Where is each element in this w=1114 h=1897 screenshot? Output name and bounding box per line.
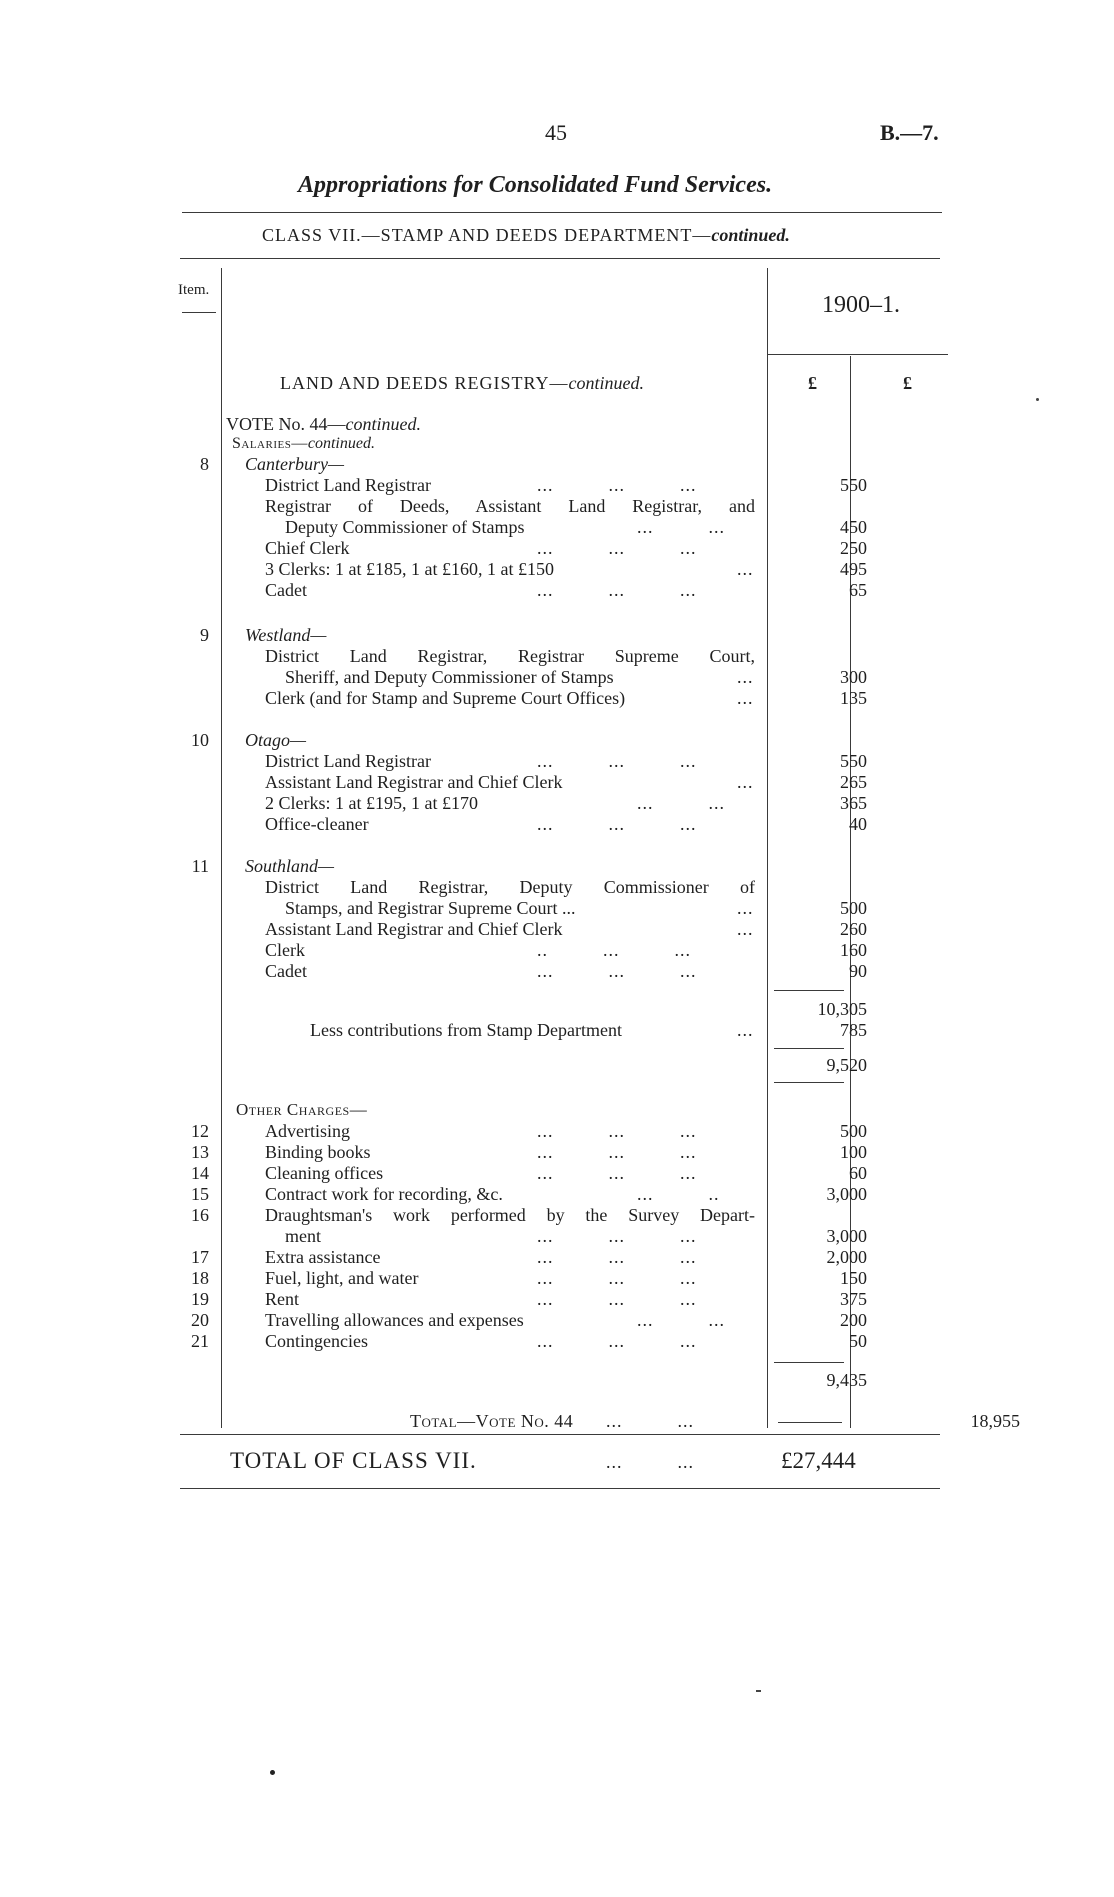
row-amount: 495 bbox=[840, 559, 867, 579]
item-number: 17 bbox=[191, 1247, 209, 1267]
row-leader-dots: ... bbox=[737, 667, 754, 687]
class-heading bbox=[262, 225, 790, 246]
row-description: District Land Registrar bbox=[265, 475, 431, 495]
row-leader-dots: ... ... ... bbox=[537, 1121, 697, 1141]
row-amount: 150 bbox=[840, 1268, 867, 1288]
item-number: 11 bbox=[191, 856, 209, 876]
row-leader-dots: ... ... ... bbox=[537, 1142, 697, 1162]
row-description: Binding books bbox=[265, 1142, 371, 1162]
table-row bbox=[224, 793, 1114, 814]
item-column-rule bbox=[221, 268, 222, 1428]
salaries-subtotal-row bbox=[224, 999, 1114, 1020]
row-description: Extra assistance bbox=[265, 1247, 381, 1267]
row-description: Sheriff, and Deputy Commissioner of Stamps bbox=[285, 667, 614, 687]
row-leader-dots: ... ... ... bbox=[537, 1247, 697, 1267]
table-row bbox=[224, 517, 1114, 538]
row-description: Office-cleaner bbox=[265, 814, 369, 834]
item-number: 21 bbox=[191, 1331, 209, 1351]
row-description: Assistant Land Registrar and Chief Clerk bbox=[265, 919, 563, 939]
row-leader-dots: .. ... ... bbox=[537, 940, 691, 960]
row-description: Contingencies bbox=[265, 1331, 368, 1351]
row-amount: 60 bbox=[849, 1163, 867, 1183]
row-amount: 65 bbox=[849, 580, 867, 600]
item-number: 20 bbox=[191, 1310, 209, 1330]
row-amount: 50 bbox=[849, 1331, 867, 1351]
row-leader-dots: ... bbox=[737, 772, 754, 792]
table-row bbox=[224, 877, 1114, 898]
other-charges-total-rule bbox=[774, 1362, 844, 1363]
row-leader-dots: ... ... ... bbox=[537, 475, 697, 495]
other-charges-heading: Other Charges— bbox=[236, 1100, 368, 1119]
vote-total-row bbox=[224, 1411, 1114, 1432]
row-amount: 100 bbox=[840, 1142, 867, 1162]
table-row bbox=[191, 1331, 1114, 1352]
row-leader-dots: ... bbox=[737, 919, 754, 939]
table-row bbox=[191, 1310, 1114, 1331]
row-leader-dots: ... ... bbox=[637, 793, 725, 813]
table-row bbox=[191, 1163, 1114, 1184]
net-under-rule bbox=[774, 1082, 844, 1083]
salaries-net-amount: 9,520 bbox=[826, 1055, 867, 1075]
table-row bbox=[224, 559, 1114, 580]
table-top-rule bbox=[180, 258, 940, 259]
row-amount: 260 bbox=[840, 919, 867, 939]
table-row bbox=[191, 1142, 1114, 1163]
row-description: Clerk bbox=[265, 940, 305, 960]
row-leader-dots: ... ... ... bbox=[537, 1289, 697, 1309]
row-leader-dots: ... ... bbox=[606, 1411, 694, 1431]
section-title-continued: continued. bbox=[568, 373, 644, 393]
table-row bbox=[191, 1121, 1114, 1142]
row-amount: 3,000 bbox=[826, 1226, 867, 1246]
row-leader-dots: ... bbox=[737, 688, 754, 708]
item-number: 9 bbox=[200, 625, 209, 645]
row-leader-dots: ... ... ... bbox=[537, 580, 697, 600]
heading-rule bbox=[182, 212, 942, 213]
class-heading-continued: continued. bbox=[711, 225, 790, 245]
table-row bbox=[224, 580, 1114, 601]
item-number: 13 bbox=[191, 1142, 209, 1162]
class-total-leader-dots: ... ... bbox=[606, 1452, 694, 1472]
row-description: Cadet bbox=[265, 580, 307, 600]
row-amount: 365 bbox=[840, 793, 867, 813]
vote-heading-continued: continued. bbox=[345, 414, 421, 434]
district-label: Otago— bbox=[245, 730, 307, 750]
table-row bbox=[224, 496, 1114, 517]
row-description: Draughtsman's work performed by the Survey Depart- bbox=[265, 1205, 755, 1225]
table-row bbox=[224, 538, 1114, 559]
print-speck bbox=[1036, 398, 1039, 401]
row-amount: 375 bbox=[840, 1289, 867, 1309]
print-speck bbox=[270, 1770, 275, 1775]
salaries-subtotal-amount: 10,305 bbox=[817, 999, 867, 1019]
class-total-rule bbox=[180, 1488, 940, 1489]
row-description: Assistant Land Registrar and Chief Clerk bbox=[265, 772, 563, 792]
canterbury-heading-row bbox=[200, 454, 1114, 475]
net-rule bbox=[774, 1048, 844, 1049]
row-amount: 3,000 bbox=[826, 1184, 867, 1204]
currency-symbol-2: £ bbox=[903, 373, 912, 393]
subtotal-rule bbox=[774, 990, 844, 991]
row-description: Cadet bbox=[265, 961, 307, 981]
other-charges-total-amount: 9,435 bbox=[826, 1370, 867, 1390]
table-row bbox=[191, 1247, 1114, 1268]
row-description: Rent bbox=[265, 1289, 299, 1309]
page-heading: Appropriations for Consolidated Fund Services. bbox=[298, 172, 773, 198]
row-amount: 200 bbox=[840, 1310, 867, 1330]
item-column-header: Item. bbox=[178, 282, 210, 298]
row-amount: 90 bbox=[849, 961, 867, 981]
vote-total-label: Total—Vote No. 44 bbox=[410, 1411, 574, 1431]
row-description: Travelling allowances and expenses bbox=[265, 1310, 524, 1330]
table-row bbox=[224, 772, 1114, 793]
item-number: 16 bbox=[191, 1205, 209, 1225]
row-description: Stamps, and Registrar Supreme Court ... bbox=[285, 898, 576, 918]
year-column-header: 1900–1. bbox=[822, 292, 900, 318]
vote-heading-main: VOTE No. 44— bbox=[226, 414, 346, 434]
row-leader-dots: ... bbox=[737, 1020, 754, 1040]
table-row bbox=[224, 667, 1114, 688]
row-description: Fuel, light, and water bbox=[265, 1268, 419, 1288]
table-row bbox=[224, 940, 1114, 961]
salaries-heading-continued: continued. bbox=[307, 435, 375, 452]
table-row bbox=[224, 751, 1114, 772]
row-leader-dots: ... ... bbox=[637, 517, 725, 537]
vote-heading bbox=[226, 414, 421, 435]
table-row bbox=[191, 1184, 1114, 1205]
item-number: 10 bbox=[191, 730, 209, 750]
year-header-rule bbox=[768, 354, 948, 355]
class-heading-main: CLASS VII.—STAMP AND DEEDS DEPARTMENT— bbox=[262, 225, 712, 245]
table-row bbox=[224, 898, 1114, 919]
row-leader-dots: ... ... ... bbox=[537, 814, 697, 834]
row-leader-dots: ... ... ... bbox=[537, 1268, 697, 1288]
row-description: Advertising bbox=[265, 1121, 350, 1141]
item-number: 18 bbox=[191, 1268, 209, 1288]
district-label: Southland— bbox=[245, 856, 335, 876]
row-leader-dots: ... ... ... bbox=[537, 961, 697, 981]
table-row bbox=[191, 1289, 1114, 1310]
item-header-underline bbox=[182, 312, 216, 313]
section-title bbox=[280, 373, 644, 394]
row-description: District Land Registrar, Deputy Commissioner of bbox=[265, 877, 755, 897]
row-description: Chief Clerk bbox=[265, 538, 350, 558]
southland-heading-row bbox=[191, 856, 1114, 877]
row-leader-dots: ... ... ... bbox=[537, 1163, 697, 1183]
row-leader-dots: ... ... ... bbox=[537, 1226, 697, 1246]
row-description: Registrar of Deeds, Assistant Land Registrar, and bbox=[265, 496, 755, 516]
row-amount: 550 bbox=[840, 475, 867, 495]
salaries-heading-main: Salaries— bbox=[232, 435, 308, 452]
item-number: 8 bbox=[200, 454, 209, 474]
row-description: 2 Clerks: 1 at £195, 1 at £170 bbox=[265, 793, 478, 813]
row-leader-dots: ... ... ... bbox=[537, 751, 697, 771]
table-row bbox=[224, 1226, 1114, 1247]
section-title-main: LAND AND DEEDS REGISTRY— bbox=[280, 373, 569, 393]
row-amount: 135 bbox=[840, 688, 867, 708]
row-amount: 265 bbox=[840, 772, 867, 792]
item-number: 14 bbox=[191, 1163, 209, 1183]
vote-total-amount: 18,955 bbox=[970, 1411, 1020, 1431]
print-speck bbox=[756, 1690, 761, 1692]
table-row bbox=[224, 475, 1114, 496]
class-total-amount: £27,444 bbox=[781, 1448, 856, 1473]
row-amount: 2,000 bbox=[826, 1247, 867, 1267]
vote-total-dash bbox=[778, 1422, 842, 1423]
row-leader-dots: ... bbox=[737, 898, 754, 918]
salaries-heading bbox=[232, 435, 375, 453]
table-row bbox=[224, 919, 1114, 940]
row-amount: 550 bbox=[840, 751, 867, 771]
salaries-net-row bbox=[224, 1055, 1114, 1076]
currency-symbol-1: £ bbox=[808, 373, 817, 393]
otago-heading-row bbox=[191, 730, 1114, 751]
row-amount: 500 bbox=[840, 898, 867, 918]
row-amount: 500 bbox=[840, 1121, 867, 1141]
less-contributions-row bbox=[224, 1020, 1114, 1041]
district-label: Canterbury— bbox=[245, 454, 344, 474]
row-leader-dots: ... ... bbox=[637, 1310, 725, 1330]
table-row bbox=[191, 1268, 1114, 1289]
less-contributions-amount: 785 bbox=[840, 1020, 867, 1040]
row-description: 3 Clerks: 1 at £185, 1 at £160, 1 at £150 bbox=[265, 559, 554, 579]
row-amount: 160 bbox=[840, 940, 867, 960]
item-number: 19 bbox=[191, 1289, 209, 1309]
row-description: District Land Registrar, Registrar Supreme Court, bbox=[265, 646, 755, 666]
table-row bbox=[224, 646, 1114, 667]
row-amount: 250 bbox=[840, 538, 867, 558]
table-bottom-rule bbox=[180, 1434, 940, 1435]
item-number: 12 bbox=[191, 1121, 209, 1141]
page-number: 45 bbox=[545, 120, 567, 145]
other-charges-total-row bbox=[224, 1370, 1114, 1391]
district-label: Westland— bbox=[245, 625, 327, 645]
row-description: Contract work for recording, &c. bbox=[265, 1184, 503, 1204]
table-row bbox=[224, 961, 1114, 982]
row-amount: 300 bbox=[840, 667, 867, 687]
table-row bbox=[224, 814, 1114, 835]
row-description: ment bbox=[285, 1226, 321, 1246]
row-description: Deputy Commissioner of Stamps bbox=[285, 517, 525, 537]
row-leader-dots: ... ... ... bbox=[537, 1331, 697, 1351]
row-description: District Land Registrar bbox=[265, 751, 431, 771]
row-description: Clerk (and for Stamp and Supreme Court Offices) bbox=[265, 688, 626, 708]
row-leader-dots: ... ... ... bbox=[537, 538, 697, 558]
class-total-label: TOTAL OF CLASS VII. bbox=[230, 1448, 477, 1473]
row-amount: 450 bbox=[840, 517, 867, 537]
less-contributions-label: Less contributions from Stamp Department bbox=[310, 1020, 622, 1040]
westland-heading-row bbox=[200, 625, 1114, 646]
document-code: B.—7. bbox=[880, 120, 939, 145]
row-amount: 40 bbox=[849, 814, 867, 834]
row-leader-dots: ... bbox=[737, 559, 754, 579]
table-row bbox=[224, 688, 1114, 709]
row-leader-dots: ... .. bbox=[637, 1184, 720, 1204]
table-row bbox=[191, 1205, 1114, 1226]
row-description: Cleaning offices bbox=[265, 1163, 384, 1183]
item-number: 15 bbox=[191, 1184, 209, 1204]
